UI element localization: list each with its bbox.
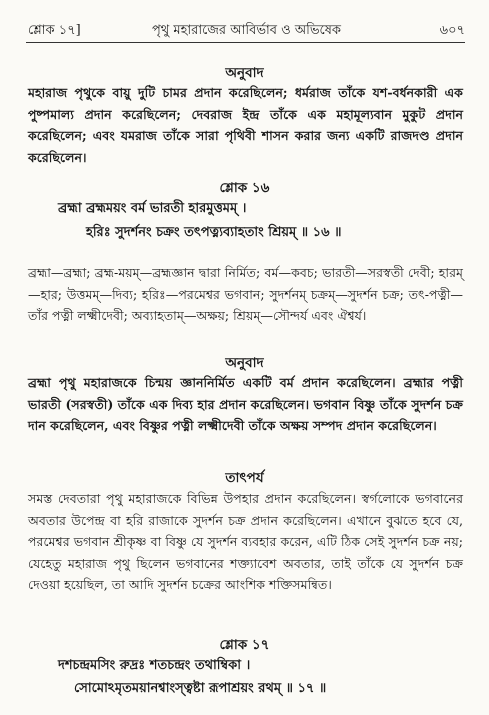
- purport-paragraph: সমস্ত দেবতারা পৃথু মহারাজকে বিভিন্ন উপহার প্রদান করেছিলেন। স্বর্গলোকে ভগবানের অবতার উপেন্দ্র বা হরি রাজাকে সুদর্শন চক্র প্রদান করেছিলেন। এখানে বুঝতে হবে যে, পরমেশ্বর ভগবান শ্রীকৃষ্ণ বা বিষ্ণু যে সুদর্শন ব্যবহার করেন, এটি ঠিক সেই সুদর্শন চক্র নয়; যেহেতু মহারাজ পৃথু ছিলেন ভগবানের শক্ত্যাবেশ অবতার, তাই তাঁকে যে সুদর্শন চক্র দেওয়া হয়েছিল, তা আদি সুদর্শন চক্রের আংশিক শক্তিসমন্বিত।: [28, 491, 463, 592]
- verse-17-line-1: দশচন্দ্রমসিং রুদ্রঃ শতচন্দ্রং তথাম্বিকা ।: [58, 658, 251, 673]
- translation-heading-2: অনুবাদ: [225, 355, 264, 371]
- verse-16-heading: শ্লোক ১৬: [219, 180, 270, 196]
- translation-paragraph: মহারাজ পৃথুকে বায়ু দুটি চামর প্রদান করেছিলেন; ধর্মরাজ তাঁকে যশ-বর্ধনকারী এক পুষ্পমাল্য প্রদান করেছিলেন; দেবরাজ ইন্দ্র তাঁকে এক মহামূল্যবান মুকুট প্রদান করেছিলেন; এবং যমরাজ তাঁকে সারা পৃথিবী শাসন করার জন্য একটি রাজদণ্ড প্রদান করেছিলেন।: [28, 85, 463, 165]
- page-header: [28, 21, 465, 41]
- header-chapter-title: পৃথু মহারাজের আবির্ভাব ও অভিষেক: [151, 23, 342, 38]
- translation-paragraph-2: ব্রহ্মা পৃথু মহারাজকে চিন্ময় জ্ঞাননির্মিত একটি বর্ম প্রদান করেছিলেন। ব্রহ্মার পত্নী ভারতী (সরস্বতী) তাঁকে এক দিব্য হার প্রদান করেছিলেন। ভগবান বিষ্ণু তাঁকে সুদর্শন চক্র দান করেছিলেন, এবং বিষ্ণুর পত্নী লক্ষ্মীদেবী তাঁকে অক্ষয় সম্পদ প্রদান করেছিলেন।: [28, 375, 463, 433]
- verse-16-line-2: হরিঃ সুদর্শনং চক্রং তৎপত্ন্যব্যাহতাং শ্রিয়ম্ ॥ ১৬ ॥: [86, 225, 342, 240]
- synonyms-paragraph: ব্রহ্মা—ব্রহ্মা; ব্রহ্ম-ময়ম্—ব্রহ্মজ্ঞান দ্বারা নির্মিত; বর্ম—কবচ; ভারতী—সরস্বতী দেবী; হারম্—হার; উত্তমম্—দিব্য; হরিঃ—পরমেশ্বর ভগবান; সুদর্শনম্ চক্রম্—সুদর্শন চক্র; তৎ-পত্নী—তাঁর পত্নী লক্ষ্মীদেবী; অব্যাহতাম্—অক্ষয়; শ্রিয়ম্—সৌন্দর্য এবং ঐশ্বর্য।: [28, 265, 463, 323]
- page-number: ৬০৭: [439, 23, 465, 38]
- verse-17-heading: শ্লোক ১৭: [219, 637, 270, 653]
- purport-heading: তাৎপর্য: [225, 470, 264, 486]
- verse-17-line-2: সোমোঽমৃতময়ানশ্বাংস্ত্বষ্টা রূপাশ্রয়ং রথম্ ॥ ১৭ ॥: [74, 681, 327, 696]
- header-verse-ref: শ্লোক ১৭]: [28, 23, 81, 38]
- translation-heading: অনুবাদ: [225, 65, 264, 81]
- verse-16-line-1: ব্রহ্মা ব্রহ্মময়ং বর্ম ভারতী হারমুত্তমম্ ।: [58, 201, 247, 216]
- header-rule: [26, 42, 465, 43]
